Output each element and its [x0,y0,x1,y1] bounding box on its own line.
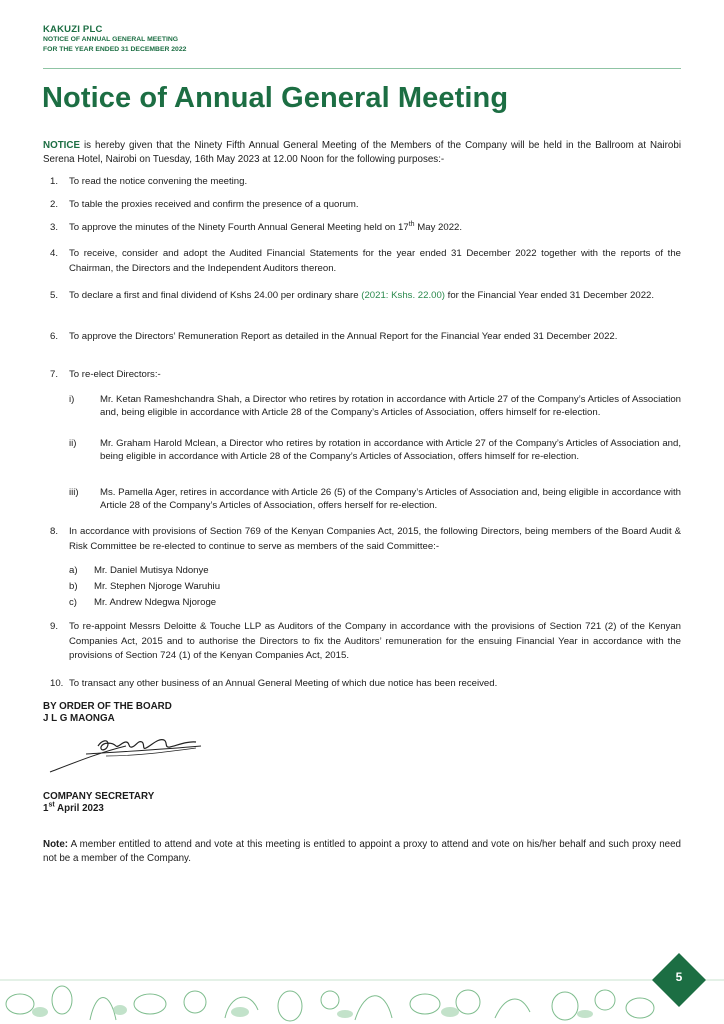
produce-illustration-footer [0,960,724,1024]
running-header [43,24,186,55]
agenda-item-10 [50,677,681,692]
item-number: 9. [50,621,59,632]
signoff-header [43,701,172,725]
item-text: To declare a first and final dividend of Kshs 24.00 per ordinary share (2021: Kshs. 22.00) for the Financial Year ended 31 December 2022. [69,290,655,301]
signature-image [46,730,206,776]
agenda-item-6 [50,330,681,345]
secretary-name: J L G MAONGA [43,713,115,724]
item-number: 8. [50,526,59,537]
signoff-date: 1st April 2023 [43,801,104,814]
director-item-3: iii) Ms. Pamella Ager, retires in accordance with Article 26 (5) of the Company’s Articles of Association and, being eligible in accordance with Article 28 of the Company’s Articles of Association, offers herself for re-election. [69,487,681,511]
note-text: A member entitled to attend and vote at this meeting is entitled to appoint a proxy to attend and vote on his/her behalf and such proxy need not be a member of the Company. [43,839,681,864]
page-title: Notice of Annual General Meeting [42,82,509,114]
agenda-item-7 [50,368,681,383]
signoff-footer [43,791,154,815]
company-name: KAKUZI PLC [43,24,103,35]
secretary-role: COMPANY SECRETARY [43,791,155,802]
intro-text: is hereby given that the Ninety Fifth Annual General Meeting of the Members of the Company will be held in the Ballroom at Nairobi Serena Hotel, Nairobi on Tuesday, 16th May 2023 at 12.00 Noon for the following purposes:- [43,140,681,165]
director-item-2: ii) Mr. Graham Harold Mclean, a Director who retires by rotation in accordance with Article 27 of the Company’s Articles of Association and, being eligible in accordance with Article 28 of the Company’s Articles of Association, offers himself for re-election. [69,438,681,462]
item-number: 5. [50,290,59,301]
by-order-label: BY ORDER OF THE BOARD [43,701,172,712]
agenda-item-2 [50,198,681,213]
item-text: In accordance with provisions of Section 769 of the Kenyan Companies Act, 2015, the following Directors, being members of the Board Audit & Risk Committee be re-elected to continue to serve as members of the said Committee:- [69,526,681,552]
header-divider [43,68,681,69]
committee-member-2: b) Mr. Stephen Njoroge Waruhiu [69,581,221,592]
agenda-item-3 [50,221,681,236]
agenda-item-5 [50,289,681,304]
agenda-item-4 [50,247,681,276]
item-number: 6. [50,331,59,342]
item-number: 4. [50,248,59,259]
agenda-item-1 [50,175,681,190]
item-text: To read the notice convening the meeting. [69,176,248,187]
agenda-item-8 [50,525,681,554]
item-text: To re-appoint Messrs Deloitte & Touche LLP as Auditors of the Company in accordance with the provisions of Section 721 (2) of the Kenyan Companies Act, 2015 and to authorise the Directors to fix the Auditors’ remuneration for the ensuing Financial Year in accordance with the provisions of Section 724 (1) of the Kenyan Companies Act, 2015. [69,621,681,661]
item-number: 3. [50,222,59,233]
director-item-1: i) Mr. Ketan Rameshchandra Shah, a Director who retires by rotation in accordance with Article 27 of the Company’s Articles of Association and, being eligible in accordance with Article 28 of the Company’s Articles of Association, offers himself for re-election. [69,394,681,418]
prior-year-dividend: (2021: Kshs. 22.00) [361,290,445,301]
item-text: To re-elect Directors:- [69,369,161,380]
notice-lead: NOTICE [43,140,81,151]
page-number: 5 [675,970,683,984]
proxy-note [43,838,681,865]
header-line-1: NOTICE OF ANNUAL GENERAL MEETING [43,36,179,43]
item-number: 7. [50,369,59,380]
agenda-item-9 [50,620,681,664]
item-text: To approve the minutes of the Ninety Fourth Annual General Meeting held on 17th May 2022. [69,220,463,233]
item-text: To transact any other business of an Annual General Meeting of which due notice has been received. [69,678,498,689]
item-number: 2. [50,199,59,210]
item-number: 10. [50,678,64,689]
item-number: 1. [50,176,59,187]
item-text: To receive, consider and adopt the Audited Financial Statements for the year ended 31 December 2022 together with the reports of the Chairman, the Directors and the Independent Auditors thereon. [69,248,681,274]
committee-member-1: a) Mr. Daniel Mutisya Ndonye [69,565,209,576]
header-line-2: FOR THE YEAR ENDED 31 DECEMBER 2022 [43,46,187,53]
item-text: To table the proxies received and confirm the presence of a quorum. [69,199,359,210]
intro-paragraph [43,139,681,166]
item-text: To approve the Directors’ Remuneration Report as detailed in the Annual Report for the Financial Year ended 31 December 2022. [69,331,618,342]
committee-member-3: c) Mr. Andrew Ndegwa Njoroge [69,597,217,608]
note-label: Note: [43,839,69,850]
